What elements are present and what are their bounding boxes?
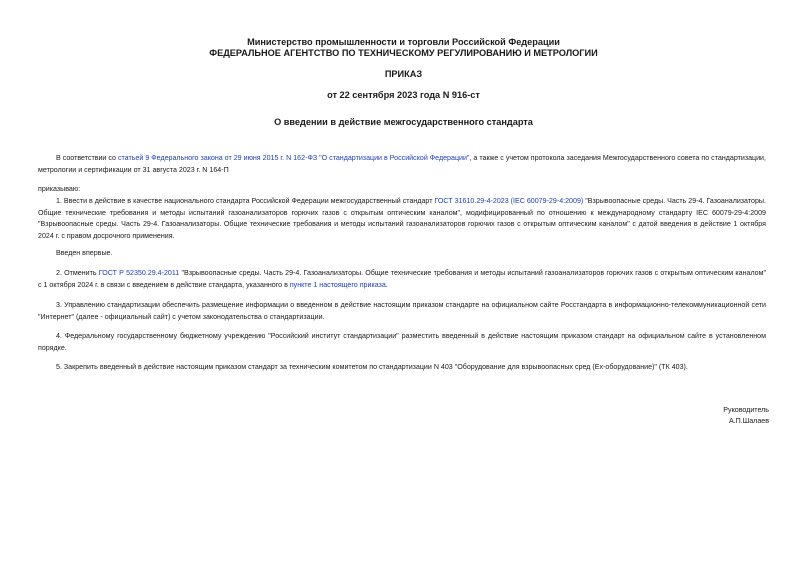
document-type: ПРИКАЗ xyxy=(384,69,423,79)
signature-position: Руководитель xyxy=(723,406,769,414)
agency-name: ФЕДЕРАЛЬНОЕ АГЕНТСТВО ПО ТЕХНИЧЕСКОМУ РЕГУЛИРОВАНИЮ И МЕТРОЛОГИИ xyxy=(209,48,598,58)
item-2-paragraph xyxy=(38,268,766,291)
item-2-text-pre: 2. Отменить xyxy=(56,269,99,277)
item-1-text-post: "Взрывоопасные среды. Часть 29-4. Газоанализаторы. Общие технические требования и методы испытаний газоанализаторов горючих газов с открытым оптическим каналом", модифицированный по отношению к международному стандарту IEC 60079-29-4:2009 "Взрывоопасные среды. Часть 29-4. Газоанализаторы. Общие технические требования и методы испытаний газоанализаторов горючих газов с открытым оптическим каналом" с датой введения в действие 1 октября 2024 г. с правом досрочного применения. xyxy=(38,197,766,240)
federal-law-link[interactable]: статьей 9 Федерального закона от 29 июня 2015 г. N 162-ФЗ "О стандартизации в Российской Федерации" xyxy=(117,154,470,162)
first-time-note: Введен впервые. xyxy=(56,249,113,257)
gost-31610-link[interactable]: ГОСТ 31610.29-4-2023 (IEC 60079-29-4:2009) xyxy=(434,197,584,205)
preamble-text-post: , а также с учетом протокола заседания Межгосударственного совета по стандартизации, метрологии и сертификации от 31 августа 2023 г. N 164-П xyxy=(38,154,766,174)
ministry-name: Министерство промышленности и торговли Российской Федерации xyxy=(247,37,560,47)
document-date-number: от 22 сентября 2023 года N 916-ст xyxy=(327,90,480,100)
item-1-text-pre: 1. Ввести в действие в качестве национального стандарта Российской Федерации межгосударственный стандарт xyxy=(56,197,435,205)
item-1-paragraph xyxy=(38,196,766,242)
item-4-paragraph: 4. Федеральному государственному бюджетному учреждению "Российский институт стандартизации" разместить введенный в действие настоящим приказом стандарт на официальном сайте в установленном порядке. xyxy=(38,332,766,352)
item-2-text-mid: "Взрывоопасные среды. Часть 29-4. Газоанализаторы. Общие технические требования и методы испытаний газоанализаторов горючих газов с открытым оптическим каналом" с 1 октября 2024 г. в связи с введением в действие стандарта, указанного в xyxy=(38,269,767,289)
item-2-text-post: . xyxy=(385,280,388,289)
item-3-paragraph: 3. Управлению стандартизации обеспечить размещение информации о введенном в действие настоящим приказом стандарте на официальном сайте Росстандарта в информационно-телекоммуникационной сети "Интернет" (далее - официальный сайт) с учетом законодательства о стандартизации. xyxy=(38,301,766,321)
item-1-reference-link[interactable]: пункте 1 настоящего приказа xyxy=(289,280,386,289)
preamble-paragraph xyxy=(38,153,766,176)
item-5-paragraph: 5. Закрепить введенный в действие настоящим приказом стандарт за техническим комитетом по стандартизации N 403 "Оборудование для взрывоопасных сред (Ех-оборудование)" (ТК 403). xyxy=(56,363,688,371)
preamble-text-pre: В соответствии со xyxy=(56,154,118,162)
order-word: приказываю: xyxy=(38,185,81,193)
gost-r-52350-link[interactable]: ГОСТ Р 52350.29.4-2011 xyxy=(98,269,180,277)
document-title: О введении в действие межгосударственного стандарта xyxy=(274,117,533,127)
signature-name: А.П.Шалаев xyxy=(728,417,769,425)
